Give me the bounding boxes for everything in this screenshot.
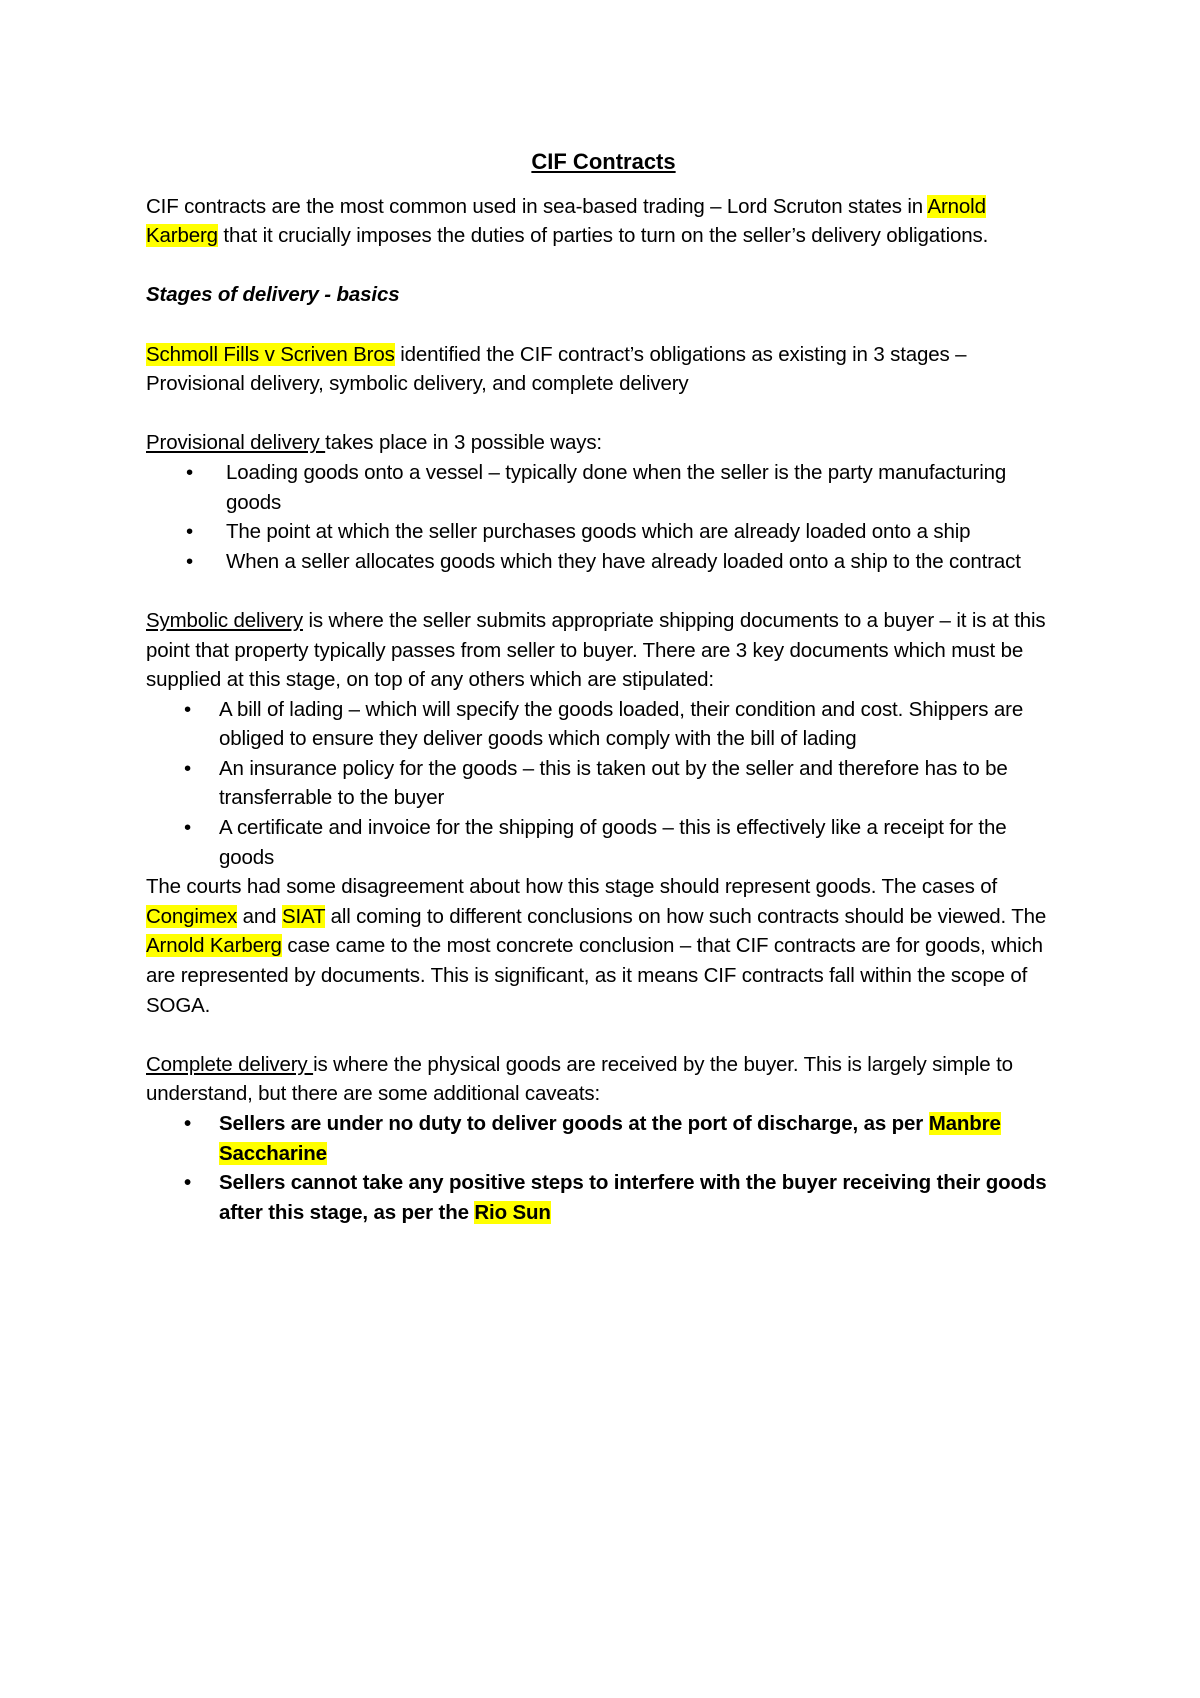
list-item: [146, 813, 1061, 872]
complete-text: is where the physical goods are received by the buyer. This is largely simple to understand, but there are some additional caveats:: [146, 1052, 1013, 1106]
intro-text-2: that it crucially imposes the duties of parties to turn on the seller’s delivery obligations.: [217, 224, 989, 248]
document-title: CIF Contracts: [531, 149, 676, 174]
spacer: [146, 251, 1061, 281]
stages-heading: Stages of delivery - basics: [146, 283, 400, 307]
list-item-text: Sellers cannot take any positive steps to interfere with the buyer receiving their goods after this stage, as per the: [219, 1171, 1047, 1224]
spacer: [146, 1020, 1061, 1050]
list-item-text: A certificate and invoice for the shipping of goods – this is effectively like a receipt for the goods: [219, 816, 1007, 869]
bullet-icon: •: [186, 460, 194, 484]
bullet-icon: •: [186, 520, 194, 544]
list-item: [146, 458, 1061, 517]
bullet-icon: •: [184, 1112, 192, 1135]
complete-list: [146, 1109, 1061, 1227]
case-highlight-schmoll-fills: Schmoll Fills v Scriven Bros: [146, 342, 395, 366]
provisional-term: Provisional delivery: [146, 431, 326, 455]
stages-text: identified the CIF contract’s obligations as existing in 3 stages – Provisional delivery, symbolic delivery, and complete delivery: [146, 342, 967, 396]
case-highlight-siat: SIAT: [281, 904, 326, 928]
complete-term: Complete delivery: [146, 1052, 314, 1076]
list-item: [146, 754, 1061, 813]
provisional-list: [146, 458, 1061, 576]
symbolic-paragraph: [146, 606, 1061, 695]
list-item: [146, 1109, 1061, 1168]
list-item-text: An insurance policy for the goods – this is taken out by the seller and therefore has to be transferrable to the buyer: [219, 756, 1008, 810]
intro-text-1: CIF contracts are the most common used in sea-based trading – Lord Scruton states in: [146, 194, 928, 218]
bullet-icon: •: [184, 697, 192, 721]
stages-paragraph: [146, 340, 1061, 399]
spacer: [146, 399, 1061, 429]
symbolic-text: is where the seller submits appropriate shipping documents to a buyer – it is at this point that property typically passes from seller to buyer. There are 3 key documents which must be supplied at this stage, on top of any others which are stipulated:: [146, 608, 1046, 692]
provisional-paragraph: [146, 428, 1061, 458]
bullet-icon: •: [184, 756, 192, 780]
list-item: [146, 547, 1061, 577]
bullet-icon: •: [184, 816, 192, 840]
list-item-text: Sellers are under no duty to deliver goods at the port of discharge, as per: [219, 1112, 929, 1135]
symbolic-term: Symbolic delivery: [146, 608, 303, 632]
courts-text-4: case came to the most concrete conclusion – that CIF contracts are for goods, which are represented by documents. This is significant, as it means CIF contracts fall within the scope of SOGA.: [146, 934, 1043, 1017]
list-item: [146, 1168, 1061, 1227]
provisional-text: takes place in 3 possible ways:: [325, 431, 602, 455]
spacer: [146, 310, 1061, 340]
case-highlight-arnold-karberg: Arnold Karberg: [146, 194, 986, 248]
document-body: [146, 147, 1061, 1227]
list-item: [146, 695, 1061, 754]
intro-paragraph: [146, 192, 1061, 251]
list-item-text: A bill of lading – which will specify the goods loaded, their condition and cost. Shippers are obliged to ensure they deliver goods which comply with the bill of lading: [219, 697, 1024, 751]
case-highlight-congimex: Congimex: [146, 904, 238, 928]
spacer: [146, 576, 1061, 606]
list-item-text: The point at which the seller purchases goods which are already loaded onto a ship: [226, 520, 971, 544]
complete-paragraph: [146, 1050, 1061, 1109]
symbolic-list: [146, 695, 1061, 873]
courts-text-2: and: [237, 904, 282, 928]
courts-text-3: all coming to different conclusions on how such contracts should be viewed. The: [325, 904, 1047, 928]
case-highlight-manbre-saccharine: Manbre Saccharine: [219, 1112, 1001, 1165]
list-item-text: When a seller allocates goods which they have already loaded onto a ship to the contract: [226, 549, 1021, 573]
case-highlight-rio-sun: Rio Sun: [474, 1200, 551, 1224]
courts-paragraph: [146, 872, 1061, 1020]
list-item: [146, 517, 1061, 547]
bullet-icon: •: [186, 549, 194, 573]
bullet-icon: •: [184, 1171, 192, 1195]
case-highlight-arnold-karberg-2: Arnold Karberg: [146, 934, 282, 958]
courts-text-1: The courts had some disagreement about how this stage should represent goods. The cases of: [146, 875, 998, 899]
list-item-text: Loading goods onto a vessel – typically done when the seller is the party manufacturing goods: [226, 460, 1007, 514]
